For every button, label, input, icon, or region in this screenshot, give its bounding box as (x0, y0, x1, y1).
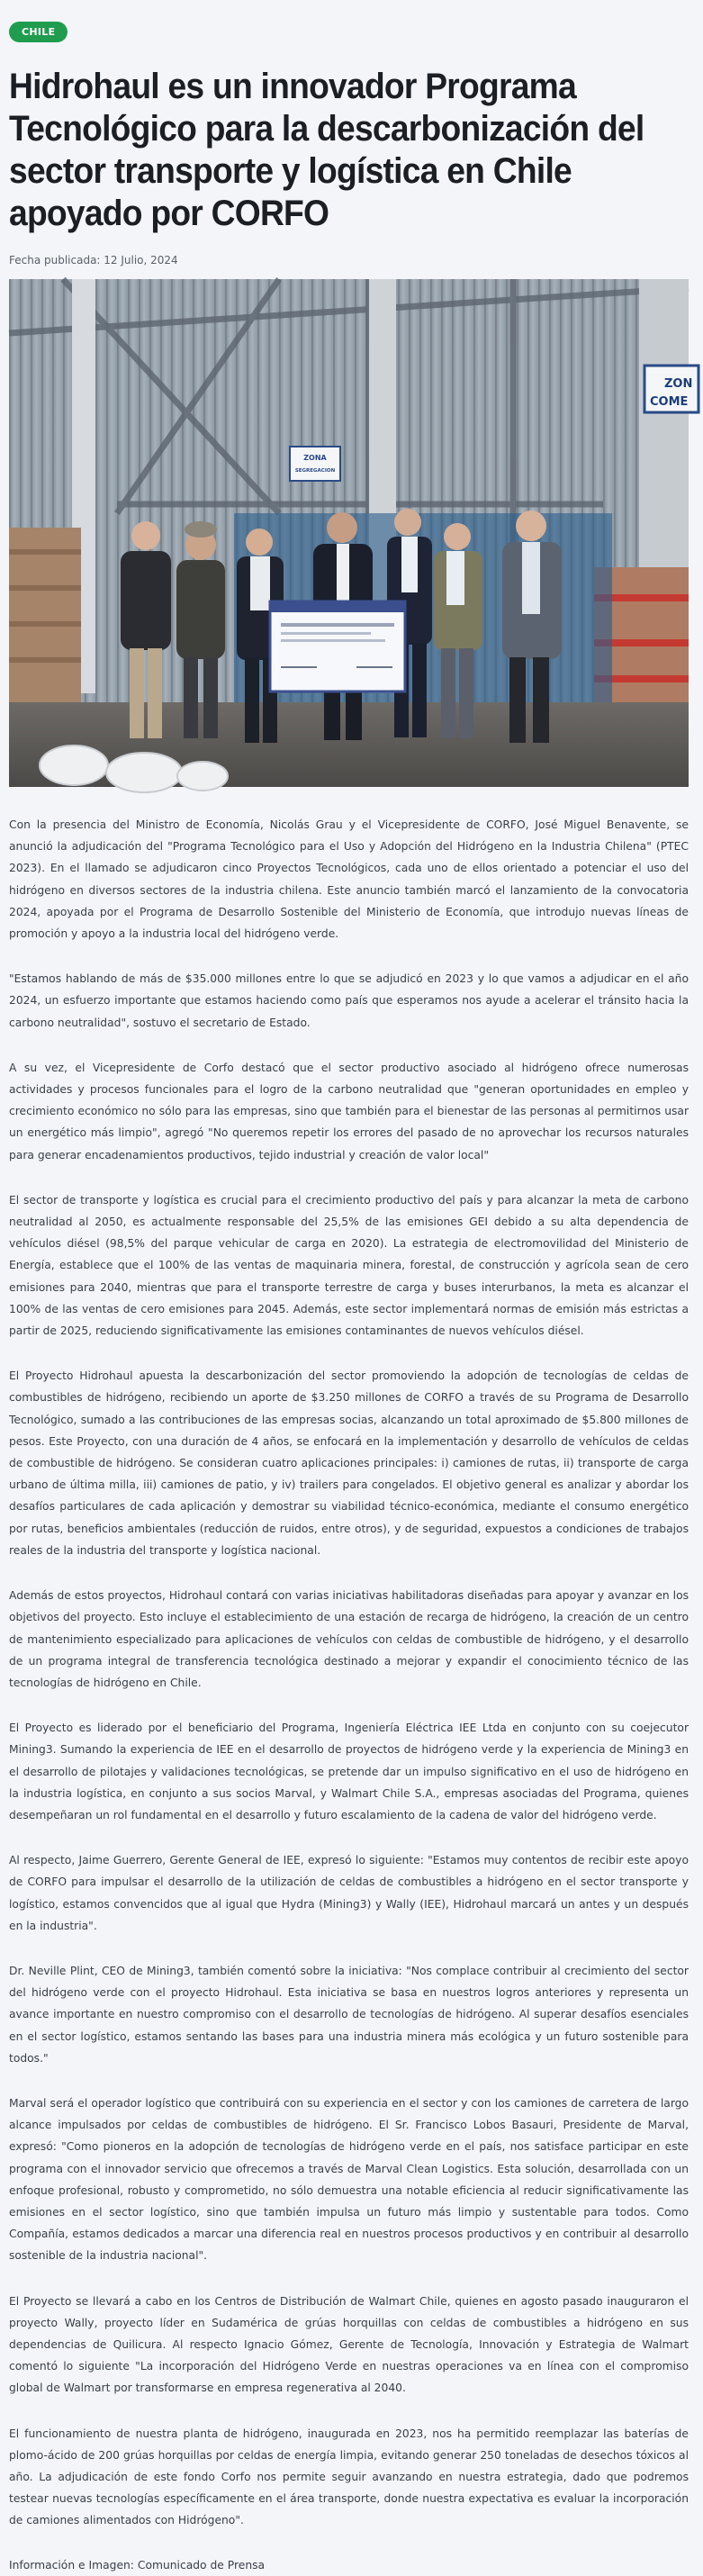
paragraph: Dr. Neville Plint, CEO de Mining3, también comentó sobre la iniciativa: "Nos complace contribuir al crecimiento del sector del hidrógeno verde con el proyecto Hidrohaul. Esta iniciativa se basa en nuestros logros anteriores y representa un avance importante en nuestro compromiso con el desarrollo de tecnologías de hidrógeno. Al superar desafíos esenciales en el sector logístico, estamos sentando las bases para una industria minera más ecológica y un futuro sostenible para todos." (9, 1964, 689, 2065)
paragraph: "Estamos hablando de más de $35.000 millones entre lo que se adjudicó en 2023 y lo que vamos a adjudicar en el año 2024, un esfuerzo importante que estamos haciendo como país que esperamos nos ayude a acelerar el tránsito hacia la carbono neutralidad", sostuvo el secretario de Estado. (9, 972, 689, 1029)
zone-sign-line2: SEGREGACION (294, 468, 336, 474)
paragraph: El Proyecto se llevará a cabo en los Centros de Distribución de Walmart Chile, quienes en agosto pasado inauguraron el proyecto Wally, proyecto líder en Sudamérica de grúas horquillas con celdas de combustibles a hidrógeno en sus dependencias de Quilicura. Al respecto Ignacio Gómez, Gerente de Tecnología, Innovación y Estrategia de Walmart comentó lo siguiente "La incorporación del Hidrógeno Verde en nuestras operaciones va en línea con el compromiso global de Walmart por transformarse en empresa regenerativa al 2040. (9, 2294, 689, 2395)
paragraph: Marval será el operador logístico que contribuirá con su experiencia en el sector y con los camiones de carretera de largo alcance impulsados por celdas de combustibles de hidrógeno. El Sr. Francisco Lobos Basauri, Presidente de Marval, expresó: "Como pioneros en la adopción de tecnologías de hidrógeno verde en el país, nos satisface participar en este programa con el innovador servicio que ofrecemos a través de Marval Clean Logistics. Esta solución, desarrollada con un enfoque profesional, robusto y comprometido, no sólo demuestra una notable eficiencia al reducir significativamente las emisiones en el sector logístico, sino que también impulsa un futuro más limpio y sustentable para todos. Como Compañía, estamos dedicados a marcar una diferencia real en nuestros procesos productivos y en contribuir al desarrollo sostenible de la industria nacional". (9, 2096, 689, 2263)
article-body (9, 814, 689, 2576)
paragraph: El funcionamiento de nuestra planta de hidrógeno, inaugurada en 2023, nos ha permitido reemplazar las baterías de plomo-ácido de 200 grúas horquillas por celdas de energía limpia, evitando generar 250 toneladas de desechos tóxicos al año. La adjudicación de este fondo Corfo nos permite seguir avanzando en nuestra estrategia, dado que podremos testear nuevas tecnologías específicamente en el área transporte, donde nuestra expectativa es evaluar la incorporación de camiones alimentados con Hidrógeno". (9, 2427, 689, 2527)
cargo-boxes-left (9, 528, 81, 708)
commerce-sign-line1: ZON (664, 377, 693, 391)
paragraph: El sector de transporte y logística es crucial para el crecimiento productivo del país y para alcanzar la meta de carbono neutralidad al 2050, es actualmente responsable del 25,5% de las emisiones GEI debido a su alta dependencia de vehículos diésel (98,5% del parque vehicular de carga en 2020). La estrategia de electromovilidad del Ministerio de Energía, establece que el 100% de las ventas de maquinaria minera, forestal, de construcción y agrícola sean de cero emisiones para 2040, mientras que para el transporte terrestre de carga y buses interurbanos, la meta es alcanzar el 100% de las ventas de cero emisiones para 2045. Además, este sector implementará normas de emisión más estrictas a partir de 2025, reduciendo significativamente las emisiones contaminantes de nuevos vehículos diésel. (9, 1193, 689, 1338)
hero-photo-illustration (9, 279, 693, 787)
paragraph: Además de estos proyectos, Hidrohaul contará con varias iniciativas habilitadoras diseñadas para apoyar y avanzar en los objetivos del proyecto. Esto incluye el establecimiento de una estación de recarga de hidrógeno, la creación de un centro de mantenimiento especializado para aplicaciones de vehículos con celdas de combustible de hidrógeno, y el desarrollo de un programa integral de transferencia tecnológica destinado a mejorar y expandir el conocimiento técnico de las tecnologías de hidrógeno en Chile. (9, 1589, 689, 1689)
paragraph: El Proyecto Hidrohaul apuesta la descarbonización del sector promoviendo la adopción de tecnologías de celdas de combustibles de hidrógeno, recibiendo un aporte de $3.250 millones de CORFO a través de su Programa de Desarrollo Tecnológico, sumado a las contribuciones de las empresas socias, alcanzando un total aproximado de $5.800 millones de pesos. Este Proyecto, con una duración de 4 años, se enfocará en la implementación y desarrollo de vehículos de celdas de combustible de hidrógeno. Se consideran cuatro aplicaciones principales: i) camiones de rutas, ii) transporte de carga urbano de última milla, iii) camiones de patio, y iv) trailers para congelados. El objetivo general es analizar y abordar los desafíos particulares de cada aplicación y demostrar su viabilidad técnico-económica, mediante el consumo energético por rutas, beneficios ambientales (reducción de ruidos, entre otros), y de seguridad, expuestos a condiciones de trabajos reales de la industria del transporte y logística nacional. (9, 1369, 689, 1557)
hero-image (9, 279, 693, 787)
paragraph: Al respecto, Jaime Guerrero, Gerente General de IEE, expresó lo siguiente: "Estamos muy contentos de recibir este apoyo de CORFO para impulsar el desarrollo de la utilización de celdas de combustibles a hidrógeno en el sector transporte y logístico, estamos convencidos que al igual que Hydra (Mining3) y Wally (IEE), Hidrohaul marcará un antes y un después en la industria". (9, 1854, 689, 1932)
paragraph: A su vez, el Vicepresidente de Corfo destacó que el sector productivo asociado al hidrógeno ofrece numerosas actividades y procesos funcionales para el logro de la carbono neutralidad que "generan oportunidades en empleo y crecimiento económico no sólo para las empresas, sino que también para el bienestar de las personas al permitirnos usar un energético más limpio", agregó "No queremos repetir los errores del pasado de no aprovechar los recursos naturales para generar encadenamientos productivos, tejido industrial y creación de valor local" (9, 1061, 689, 1161)
zone-sign (290, 447, 340, 481)
paragraph: El Proyecto es liderado por el beneficiario del Programa, Ingeniería Eléctrica IEE Ltda en conjunto con su coejecutor Mining3. Sumando la experiencia de IEE en el desarrollo de proyectos de hidrógeno verde y la experiencia de Mining3 en el desarrollo de pilotajes y validaciones tecnológicas, se pretende dar un impulso significativo en el uso de hidrógeno en la industria logística, en conjunto a sus socios Marval, y Walmart Chile S.A., empresas asociadas del Programa, quienes desempeñaran un rol fundamental en el desarrollo y futuro escalamiento de la cadena de valor del hidrógeno verde. (9, 1722, 689, 1821)
article-title: Hidrohaul es un innovador Programa Tecnológico para la descarbonización del sector transporte y logística en Chile apoyado por CORFO (9, 67, 644, 233)
paragraph: Con la presencia del Ministro de Economía, Nicolás Grau y el Vicepresidente de CORFO, José Miguel Benavente, se anunció la adjudicación del "Programa Tecnológico para el Uso y Adopción del Hidrógeno en la Industria Chilena" (PTEC 2023). En el llamado se adjudicaron cinco Proyectos Tecnológicos, cada uno de ellos orientado a potenciar el uso del hidrógeno en diversos sectores de la industria chilena. Este anuncio también marcó el lanzamiento de la convocatoria 2024, apoyada por el Programa de Desarrollo Sostenible del Ministerio de Economía, que introdujo nuevas líneas de promoción y apoyo a la industria local del hidrógeno verde. (9, 818, 689, 941)
publish-date: Fecha publicada: 12 Julio, 2024 (9, 254, 178, 267)
commerce-sign (644, 366, 698, 412)
image-credit: Información e Imagen: Comunicado de Prensa (9, 2558, 266, 2571)
category-badge[interactable]: CHILE (9, 22, 68, 42)
zone-sign-line1: ZONA (303, 454, 327, 462)
commerce-sign-line2: COME (650, 395, 689, 409)
certificate-board (270, 601, 405, 691)
